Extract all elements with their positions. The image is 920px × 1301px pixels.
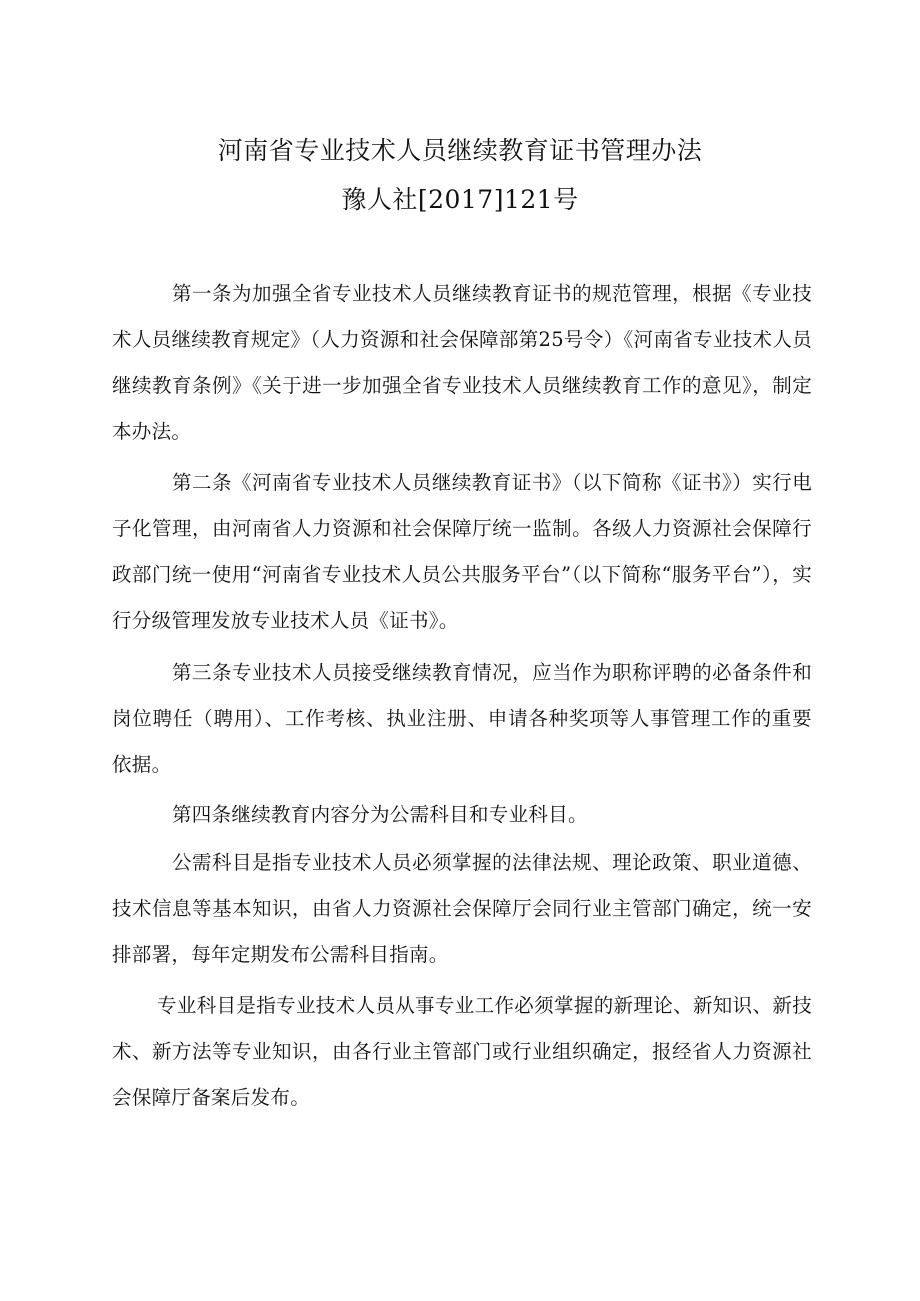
document-title: 河南省专业技术人员继续教育证书管理办法 <box>217 136 703 165</box>
paragraph-professional-subjects: 专业科目是指专业技术人员从事专业工作必须掌握的新理论、新知识、新技术、新方法等专业知识，由各行业主管部门或行业组织确定，报经省人力资源社会保障厅备案后发布。 <box>112 994 812 1109</box>
paragraph-article-2: 第二条《河南省专业技术人员继续教育证书》（以下简称《证书》）实行电子化管理，由河南省人力资源和社会保障厅统一监制。各级人力资源社会保障行政部门统一使用“河南省专业技术人员公共服务平台”（以下简称“服务平台”），实行分级管理发放专业技术人员《证书》。 <box>112 471 812 632</box>
paragraph-article-1: 第一条为加强全省专业技术人员继续教育证书的规范管理，根据《专业技术人员继续教育规定》（人力资源和社会保障部第25号令）《河南省专业技术人员继续教育条例》《关于进一步加强全省专业技术人员继续教育工作的意见》，制定本办法。 <box>112 282 812 443</box>
paragraph-article-4: 第四条继续教育内容分为公需科目和专业科目。 <box>172 803 588 826</box>
document-number: 豫人社[2017]121号 <box>341 185 579 214</box>
paragraph-public-subjects: 公需科目是指专业技术人员必须掌握的法律法规、理论政策、职业道德、技术信息等基本知识，由省人力资源社会保障厅会同行业主管部门确定，统一安排部署，每年定期发布公需科目指南。 <box>112 851 812 966</box>
paragraph-article-3: 第三条专业技术人员接受继续教育情况，应当作为职称评聘的必备条件和岗位聘任（聘用）、工作考核、执业注册、申请各种奖项等人事管理工作的重要依据。 <box>112 661 812 776</box>
